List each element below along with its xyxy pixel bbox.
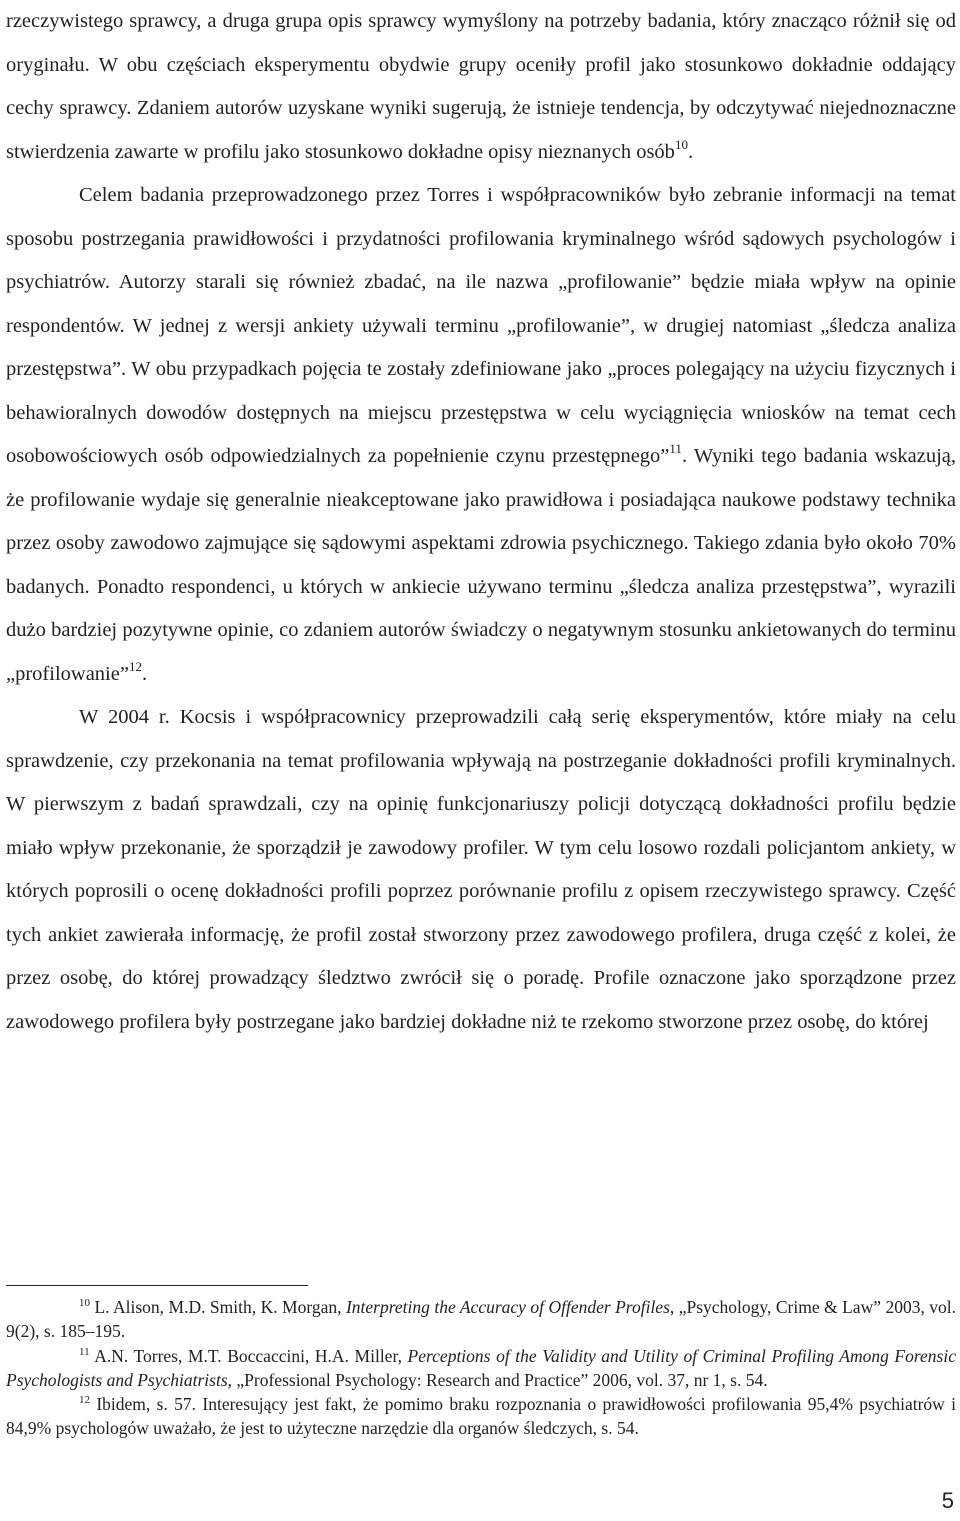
- footnote-authors: A.N. Torres, M.T. Boccaccini, H.A. Miller,: [89, 1345, 408, 1366]
- footnote-ref-12: 12: [128, 658, 142, 674]
- paragraph-3: W 2004 r. Kocsis i współpracownicy przeprowadzili całą serię eksperymentów, które miały na celu sprawdzenie, czy przekonania na temat profilowania wpływają na postrzeganie dokładności profili kryminalnych. W pierwszym z badań sprawdzali, czy na opinię funkcjonariuszy policji dotyczącą dokładności profilu będzie miało wpływ przekonanie, że sporządził je zawodowy profiler. W tym celu losowo rozdali policjantom ankiety, w których poprosili o ocenę dokładności profili poprzez porównanie profilu z opisem rzeczywistego sprawcy. Część tych ankiet zawierała informację, że profil został stworzony przez zawodowego profilera, druga część z kolei, że przez osobę, do której prowadzący śledztwo zwrócił się o poradę. Profile oznaczone jako sporządzone przez zawodowego profilera były postrzegane jako bardziej dokładne niż te rzekomo stworzone przez osobę, do której: [6, 706, 956, 1033]
- footnote-ref-11: 11: [669, 441, 682, 456]
- body-text: [6, 0, 956, 1044]
- footnote-10: [6, 1295, 956, 1344]
- footnote-source: , „Professional Psychology: Research and Practice” 2006, vol. 37, nr 1, s. 54.: [227, 1369, 768, 1390]
- footnote-number: 12: [79, 1394, 90, 1407]
- footnote-number: 11: [79, 1345, 90, 1358]
- paragraph-1-text: rzeczywistego sprawcy, a druga grupa opis sprawcy wymyślony na potrzeby badania, który znacząco różnił się od oryginału. W obu częściach eksperymentu obydwie grupy oceniły profil jako stosunkowo dokładnie oddający cechy sprawcy. Zdaniem autorów uzyskane wyniki sugerują, że istnieje tendencja, by odczytywać niejednoznaczne stwierdzenia zawarte w profilu jako stosunkowo dokładne opisy nieznanych osób: [6, 10, 956, 163]
- footnote-authors: L. Alison, M.D. Smith, K. Morgan,: [90, 1297, 346, 1317]
- footnote-source: , „Psychology, Crime & Law” 2003, vol. 9(2), s. 185–195.: [6, 1297, 957, 1342]
- paragraph-2-end: .: [141, 662, 148, 685]
- footnote-ref-10: 10: [674, 136, 688, 152]
- paragraph-1-end: .: [687, 140, 694, 163]
- footnote-number: 10: [79, 1297, 90, 1309]
- paragraph-2-text-continued: . Wyniki tego badania wskazują, że profilowanie wydaje się generalnie nieakceptowane jako prawidłowa i posiadająca naukowe podstawy technika przez osoby zawodowo zajmujące się sądowymi aspektami zdrowia psychicznego. Takiego zdania było około 70% badanych. Ponadto respondenci, u których w ankiecie używano terminu „śledcza analiza przestępstwa”, wyrazili dużo bardziej pozytywne opinie, co zdaniem autorów świadczy o negatywnym stosunku ankietowanych do terminu „profilowanie”: [6, 445, 956, 685]
- page-number: 5: [941, 1488, 954, 1513]
- footnote-text: Ibidem, s. 57. Interesujący jest fakt, że pomimo braku rozpoznania o prawidłowości profilowania 95,4% psychiatrów i 84,9% psychologów uważało, że jest to użyteczne narzędzie dla organów śledczych, s. 54.: [6, 1394, 956, 1439]
- footnote-12: [6, 1392, 956, 1441]
- paragraph-1: [6, 0, 956, 174]
- footnotes: [6, 1295, 956, 1441]
- footnote-11: [6, 1344, 956, 1393]
- footnote-title: Interpreting the Accuracy of Offender Profiles: [345, 1297, 670, 1317]
- footnote-title: Perceptions of the Validity and Utility of Criminal Profiling Among Forensic Psychologists and Psychiatrists: [6, 1345, 956, 1390]
- footnote-separator: [6, 1285, 308, 1286]
- paragraph-2: [6, 174, 956, 696]
- paragraph-2-text: Celem badania przeprowadzonego przez Torres i współpracowników było zebranie informacji na temat sposobu postrzegania prawidłowości i przydatności profilowania kryminalnego wśród sądowych psychologów i psychiatrów. Autorzy starali się również zbadać, na ile nazwa „profilowanie” będzie miała wpływ na opinie respondentów. W jednej z wersji ankiety używali terminu „profilowanie”, w drugiej natomiast „śledcza analiza przestępstwa”. W obu przypadkach pojęcia te zostały zdefiniowane jako „proces polegający na użyciu fizycznych i behawioralnych dowodów dostępnych na miejscu przestępstwa w celu wyciągnięcia wniosków na temat cech osobowościowych osób odpowiedzialnych za popełnienie czynu przestępnego”: [6, 184, 956, 467]
